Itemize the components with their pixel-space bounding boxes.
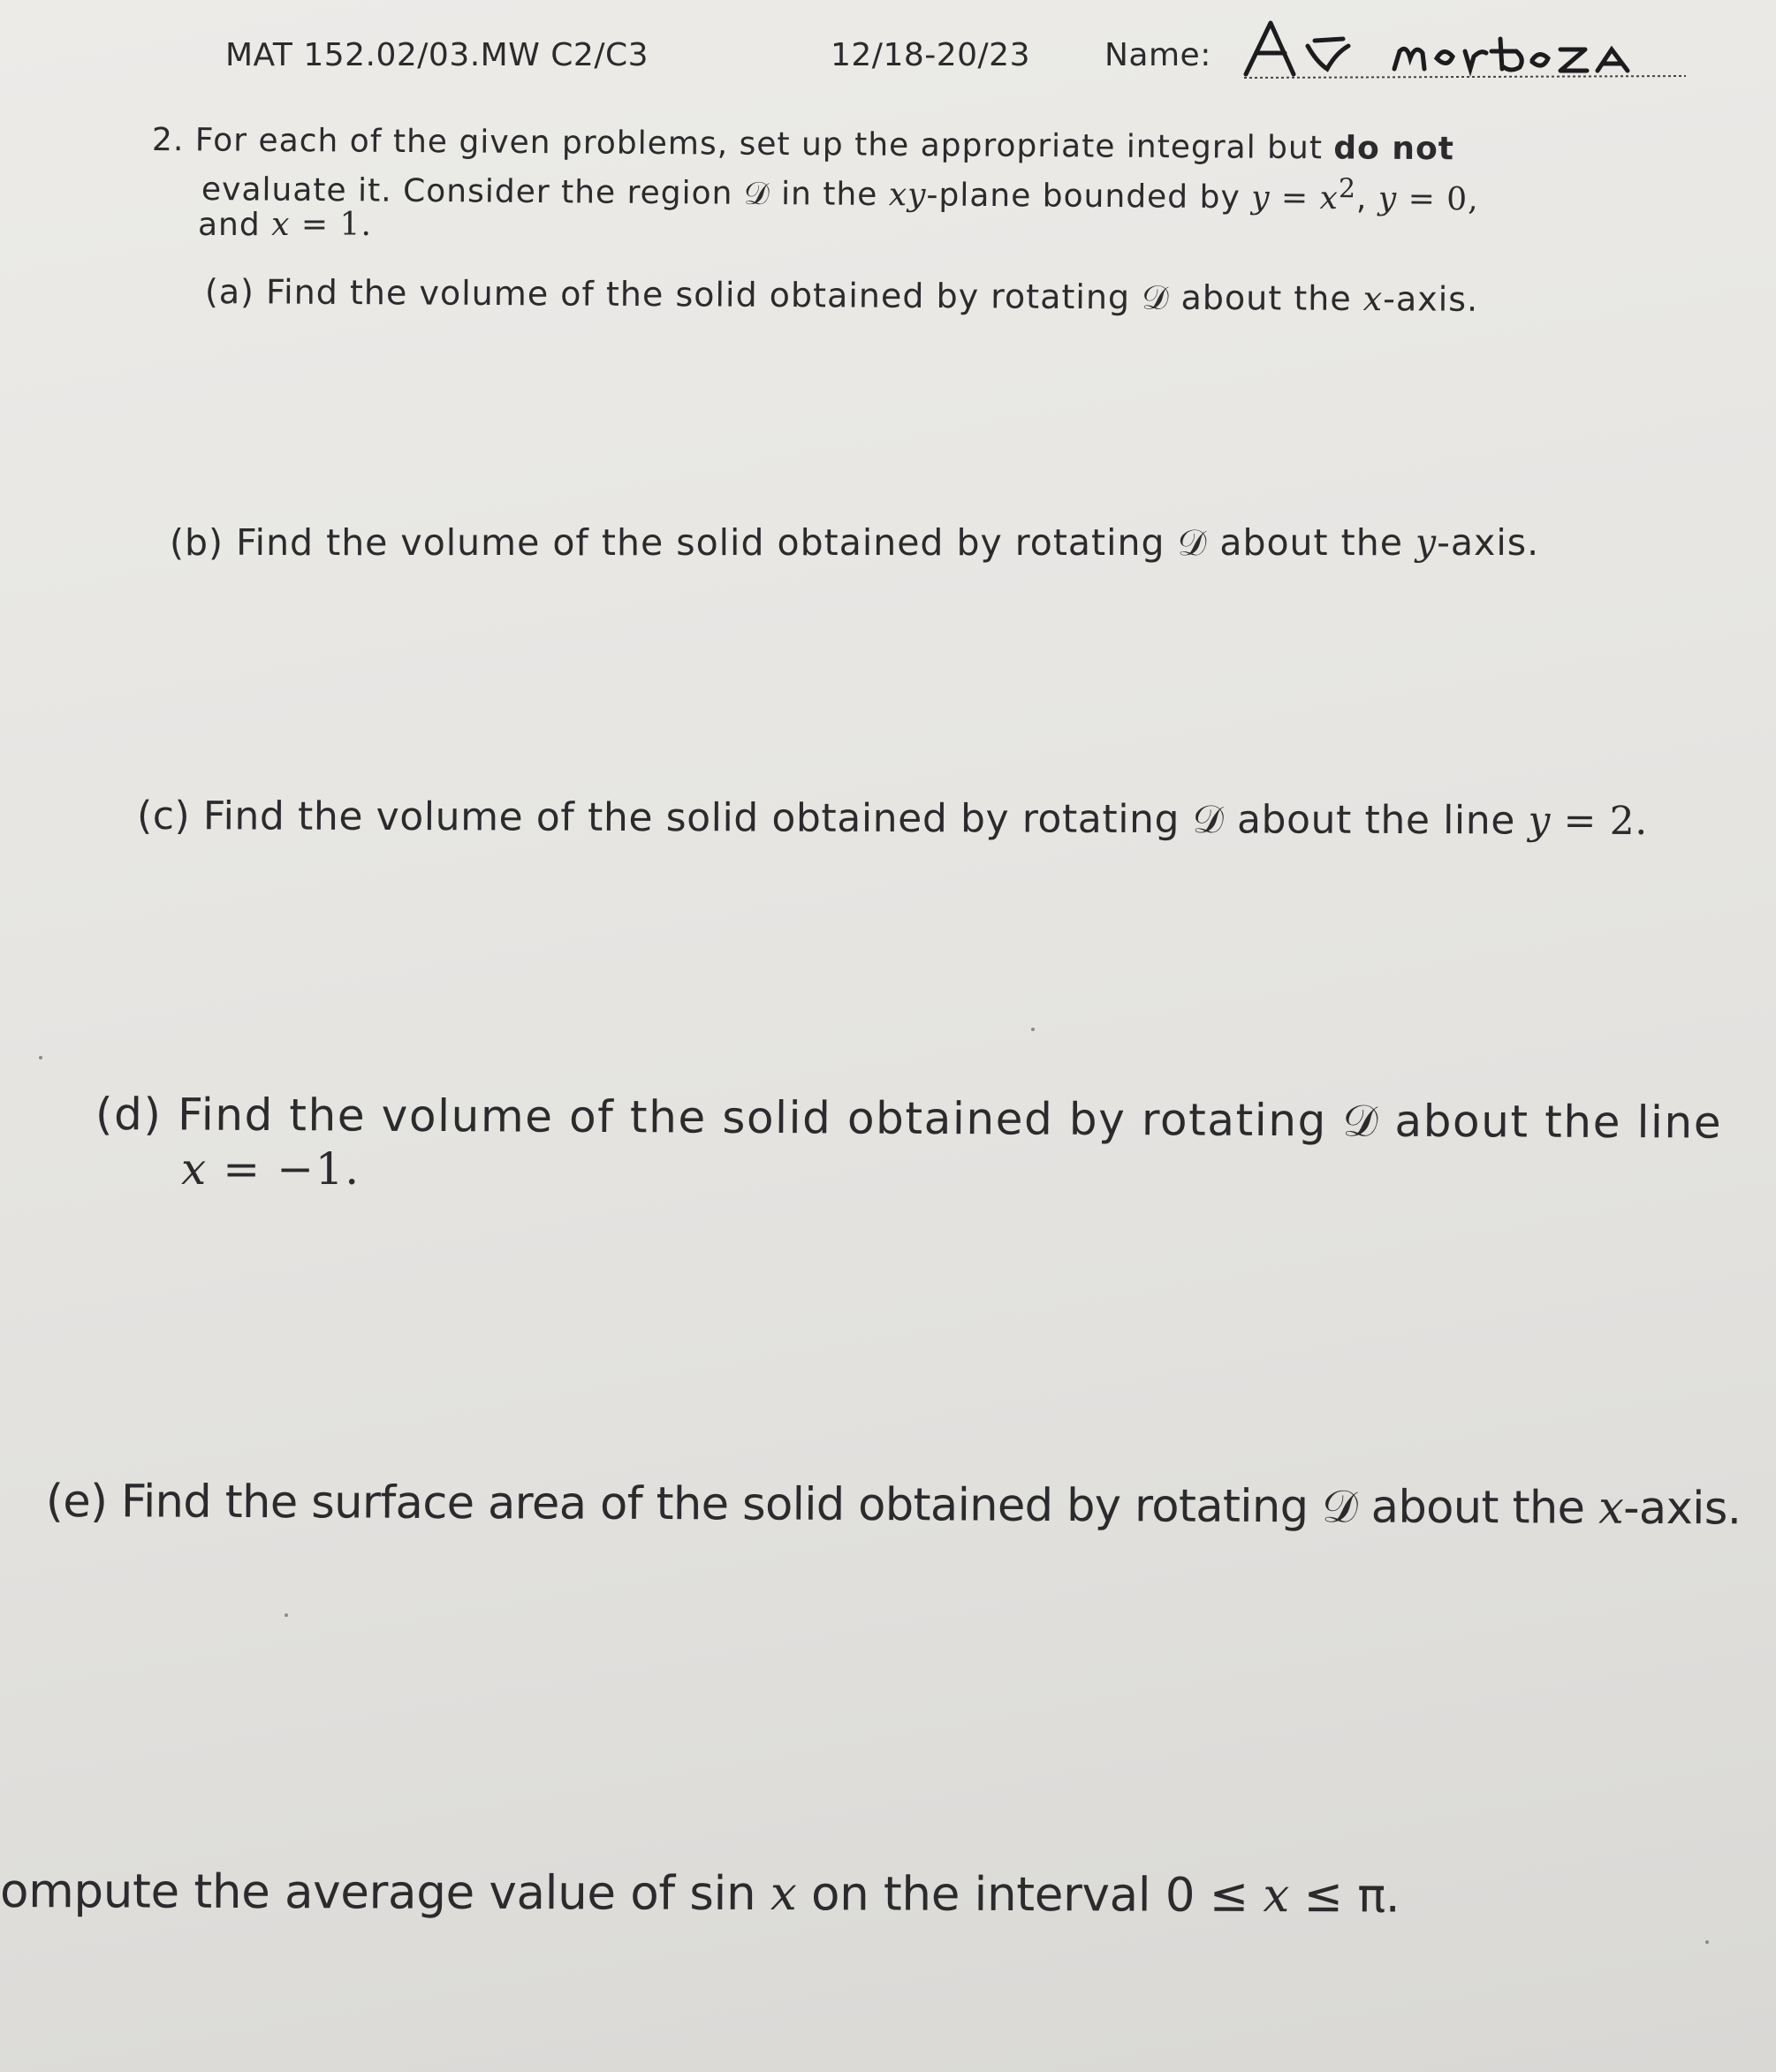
part-label: (a) (204, 272, 255, 312)
part-label: (d) (95, 1089, 163, 1141)
part-text: about the (1207, 521, 1415, 564)
region-symbol: 𝒟 (743, 175, 770, 213)
intro-text: , (1355, 180, 1379, 217)
math-var: y (1378, 180, 1398, 217)
math-var: x (1263, 1868, 1290, 1924)
intro-text: -plane bounded by (926, 177, 1252, 216)
math-var: y (1415, 521, 1438, 564)
part-text: -axis. (1383, 279, 1479, 319)
math-exponent: 2 (1338, 173, 1357, 205)
problem-number: 2. (151, 122, 185, 159)
intro-text: evaluate it. Consider the region (201, 171, 745, 212)
name-label: Name: (1104, 37, 1211, 73)
region-symbol: 𝒟 (1321, 1481, 1358, 1534)
next-problem-text: ompute the average value of sin (0, 1864, 770, 1922)
paper-speck (285, 1613, 288, 1617)
math-var: x (181, 1143, 208, 1195)
math-op: = −1. (207, 1143, 361, 1195)
paper-speck (1031, 1028, 1035, 1031)
math-var: x (1319, 179, 1340, 217)
problem-intro-line-3 (198, 207, 372, 243)
math-var: y (1528, 798, 1552, 844)
part-label: (e) (45, 1476, 108, 1529)
part-text: Find the volume of the solid obtained by rotating (177, 1089, 1343, 1147)
part-e (46, 1476, 1742, 1536)
intro-text: For each of the given problems, set up the appropriate integral but (194, 122, 1334, 167)
part-text: -axis. (1437, 521, 1540, 564)
math-var: x (271, 207, 291, 243)
region-symbol: 𝒟 (1142, 277, 1170, 317)
math-var: x (1598, 1482, 1624, 1535)
math-var: x (1362, 279, 1384, 319)
part-text: Find the volume of the solid obtained by rotating (202, 793, 1193, 843)
intro-text: in the (770, 176, 889, 214)
region-symbol: 𝒟 (1192, 797, 1225, 843)
next-problem-text: on the interval 0 ≤ (796, 1867, 1264, 1923)
part-text: Find the surface area of the solid obtained by rotating (120, 1476, 1323, 1534)
part-label: (b) (170, 521, 224, 564)
intro-text: and (198, 207, 272, 243)
math-op: = 2. (1550, 798, 1648, 844)
part-d (95, 1089, 1722, 1150)
part-a (205, 272, 1478, 320)
paper-speck (39, 1056, 42, 1059)
problem-intro-line-1 (152, 122, 1454, 167)
part-text: about the (1169, 277, 1363, 319)
part-text: Find the volume of the solid obtained by rotating (236, 521, 1178, 564)
problem-intro-line-2 (201, 164, 1479, 218)
handwritten-name-signature (1235, 14, 1695, 85)
part-label: (c) (136, 793, 191, 839)
next-problem (0, 1864, 1400, 1924)
intro-bold-text: do not (1333, 130, 1455, 168)
math-var: y (1251, 179, 1271, 216)
region-symbol: 𝒟 (1177, 521, 1208, 564)
region-symbol: 𝒟 (1342, 1095, 1380, 1147)
part-text: about the (1357, 1481, 1599, 1535)
part-text: about the line (1224, 797, 1529, 844)
course-code: MAT 152.02/03.MW C2/C3 (225, 37, 649, 73)
part-c (137, 793, 1648, 844)
math-var: x (770, 1867, 797, 1922)
math-op: = 0, (1397, 180, 1479, 218)
math-op: = 1. (290, 207, 372, 243)
part-text: Find the volume of the solid obtained by rotating (265, 272, 1142, 317)
paper-speck (1705, 1940, 1709, 1944)
math-var: xy (888, 177, 927, 214)
part-text: -axis. (1623, 1482, 1742, 1536)
part-b (170, 521, 1539, 565)
exam-date: 12/18-20/23 (831, 37, 1030, 73)
part-d-line-2 (181, 1143, 361, 1195)
math-op: = (1270, 179, 1320, 216)
next-problem-text: ≤ π. (1288, 1869, 1400, 1924)
part-text: about the line (1378, 1095, 1723, 1149)
